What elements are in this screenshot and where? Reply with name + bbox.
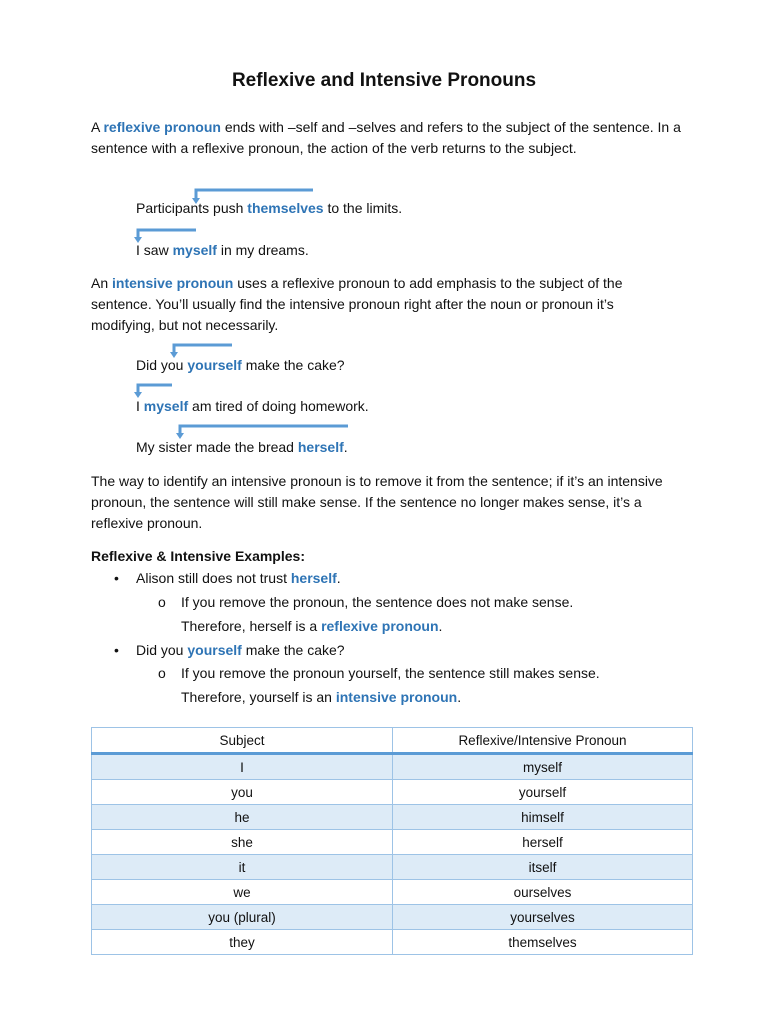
pronoun: herself [297,439,344,455]
identify-paragraph: The way to identify an intensive pronoun is to remove it from the sentence; if it’s an intensive pronoun, the sentence will still make sense. If the sentence no longer makes sense, it’s a reflexive pronoun. [91,473,663,531]
table-row [92,905,693,930]
intensive-example-2: I myself am tired of doing homework. [136,398,369,414]
arrow-icon [132,381,174,399]
column-header-subject: Subject [92,728,393,754]
subject-cell: I [92,754,393,780]
reflexive-example-2: I saw myself in my dreams. [136,242,309,258]
subject-cell: she [92,830,393,855]
bullet-item-2: Did you yourself make the cake? [136,642,345,658]
sub-bullet-conclusion: Therefore, yourself is an intensive pronoun. [181,689,462,705]
pronoun: myself [143,398,189,414]
intensive-term: intensive pronoun [112,275,234,291]
pronoun: themselves [247,200,324,216]
pronoun-cell: themselves [393,930,693,955]
term: intensive pronoun [335,689,458,705]
table-row [92,930,693,955]
examples-heading: Reflexive & Intensive Examples: [91,548,305,564]
pronoun-table [91,727,693,955]
table-row [92,880,693,905]
pronoun: yourself [187,642,242,658]
arrow-icon [174,422,350,440]
reflexive-term: reflexive pronoun [103,119,221,135]
term: reflexive pronoun [321,618,439,634]
page-title: Reflexive and Intensive Pronouns [231,70,537,91]
pronoun-cell: myself [393,754,693,780]
bullet-icon: • [114,642,119,658]
column-header-pronoun: Reflexive/Intensive Pronoun [393,728,693,754]
text: ends with –self and –selves and refers to the subject of the sentence. In a sentence with a reflexive pronoun, the action of the verb returns to the subject. [91,119,681,156]
pronoun-cell: itself [393,855,693,880]
sub-bullet-item: If you remove the pronoun, the sentence does not make sense. [181,594,574,610]
text: A [91,119,104,135]
bullet-item-1: Alison still does not trust herself. [136,570,341,586]
table-row [92,780,693,805]
subject-cell: they [92,930,393,955]
reflexive-definition [91,117,681,159]
table-row [92,855,693,880]
pronoun: herself [290,570,337,586]
pronoun-cell: yourself [393,780,693,805]
table-row [92,830,693,855]
pronoun: yourself [187,357,242,373]
sub-bullet-conclusion: Therefore, herself is a reflexive pronoun. [181,618,443,634]
bullet-icon: • [114,570,119,586]
pronoun-cell: yourselves [393,905,693,930]
intensive-example-3: My sister made the bread herself. [136,439,348,455]
reflexive-example-1: Participants push themselves to the limits. [136,200,403,216]
table-row [92,754,693,780]
pronoun-cell: herself [393,830,693,855]
subject-cell: it [92,855,393,880]
pronoun-cell: ourselves [393,880,693,905]
subject-cell: he [92,805,393,830]
sub-bullet-icon: o [158,665,166,681]
table-row [92,805,693,830]
sub-bullet-item: If you remove the pronoun yourself, the sentence still makes sense. [181,665,600,681]
intensive-definition: An intensive pronoun uses a reflexive pronoun to add emphasis to the subject of the sentence. You’ll usually find the intensive pronoun right after the noun or pronoun it’s modifying, but not necessarily. [91,275,623,333]
sub-bullet-icon: o [158,594,166,610]
pronoun-cell: himself [393,805,693,830]
intensive-example-1: Did you yourself make the cake? [136,357,345,373]
subject-cell: we [92,880,393,905]
subject-cell: you (plural) [92,905,393,930]
pronoun: myself [172,242,217,258]
subject-cell: you [92,780,393,805]
table-header-row [92,728,693,754]
